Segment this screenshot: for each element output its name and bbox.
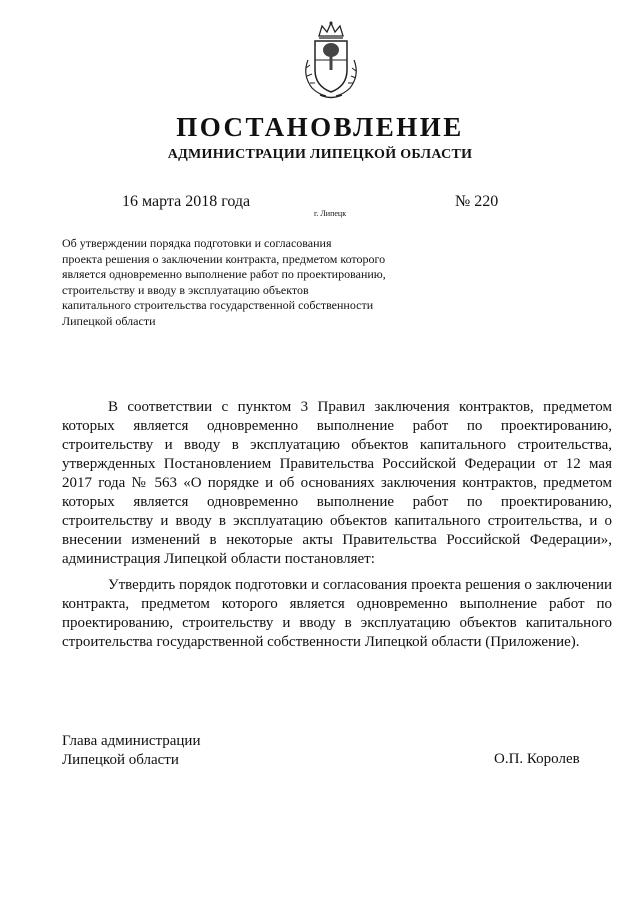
subject-line: Об утверждении порядка подготовки и согласования [62, 236, 332, 250]
signatory-position [62, 732, 200, 770]
body-paragraph-basis: В соответствии с пунктом 3 Правил заключения контрактов, предметом которых является одновременно выполнение работ по проектированию, строительству и вводу в эксплуатацию объектов капитального строительства, утвержденных Постановлением Правительства Российской Федерации от 12 мая 2017 года № 563 «О порядке и об основаниях заключения контрактов, предметом которых является одновременно выполнение работ по проектированию, строительству и вводу в эксплуатацию объектов капитального строительства, и о внесении изменений в некоторые акты Правительства Российской Федерации», администрация Липецкой области постановляет: [62, 399, 612, 567]
document-subject [62, 236, 422, 329]
issuer-name: АДМИНИСТРАЦИИ ЛИПЕЦКОЙ ОБЛАСТИ [167, 147, 473, 162]
document-title: ПОСТАНОВЛЕНИЕ [176, 112, 464, 142]
subject-line: является одновременно выполнение работ по проектированию, [62, 267, 386, 281]
signatory-position-line: Глава администрации [62, 733, 201, 749]
document-number: № 220 [455, 193, 499, 210]
signatory-position-line: Липецкой области [62, 752, 179, 768]
subject-line: капитального строительства государственной собственности [62, 298, 374, 312]
body-paragraph-resolution: Утвердить порядок подготовки и согласования проекта решения о заключении контракта, предметом которого является одновременно выполнение работ по проектированию, строительству и вводу в эксплуатацию объектов капитального строительства государственной собственности Липецкой области (Приложение). [62, 577, 612, 650]
signatory-name: О.П. Королев [494, 751, 580, 767]
document-date: 16 марта 2018 года [122, 193, 251, 210]
subject-line: проекта решения о заключении контракта, предметом которого [62, 251, 386, 266]
coat-of-arms-icon [300, 20, 362, 100]
document-city: г. Липецк [314, 209, 347, 218]
subject-line: строительству и вводу в эксплуатацию объектов [62, 282, 309, 297]
subject-line: Липецкой области [62, 313, 156, 328]
